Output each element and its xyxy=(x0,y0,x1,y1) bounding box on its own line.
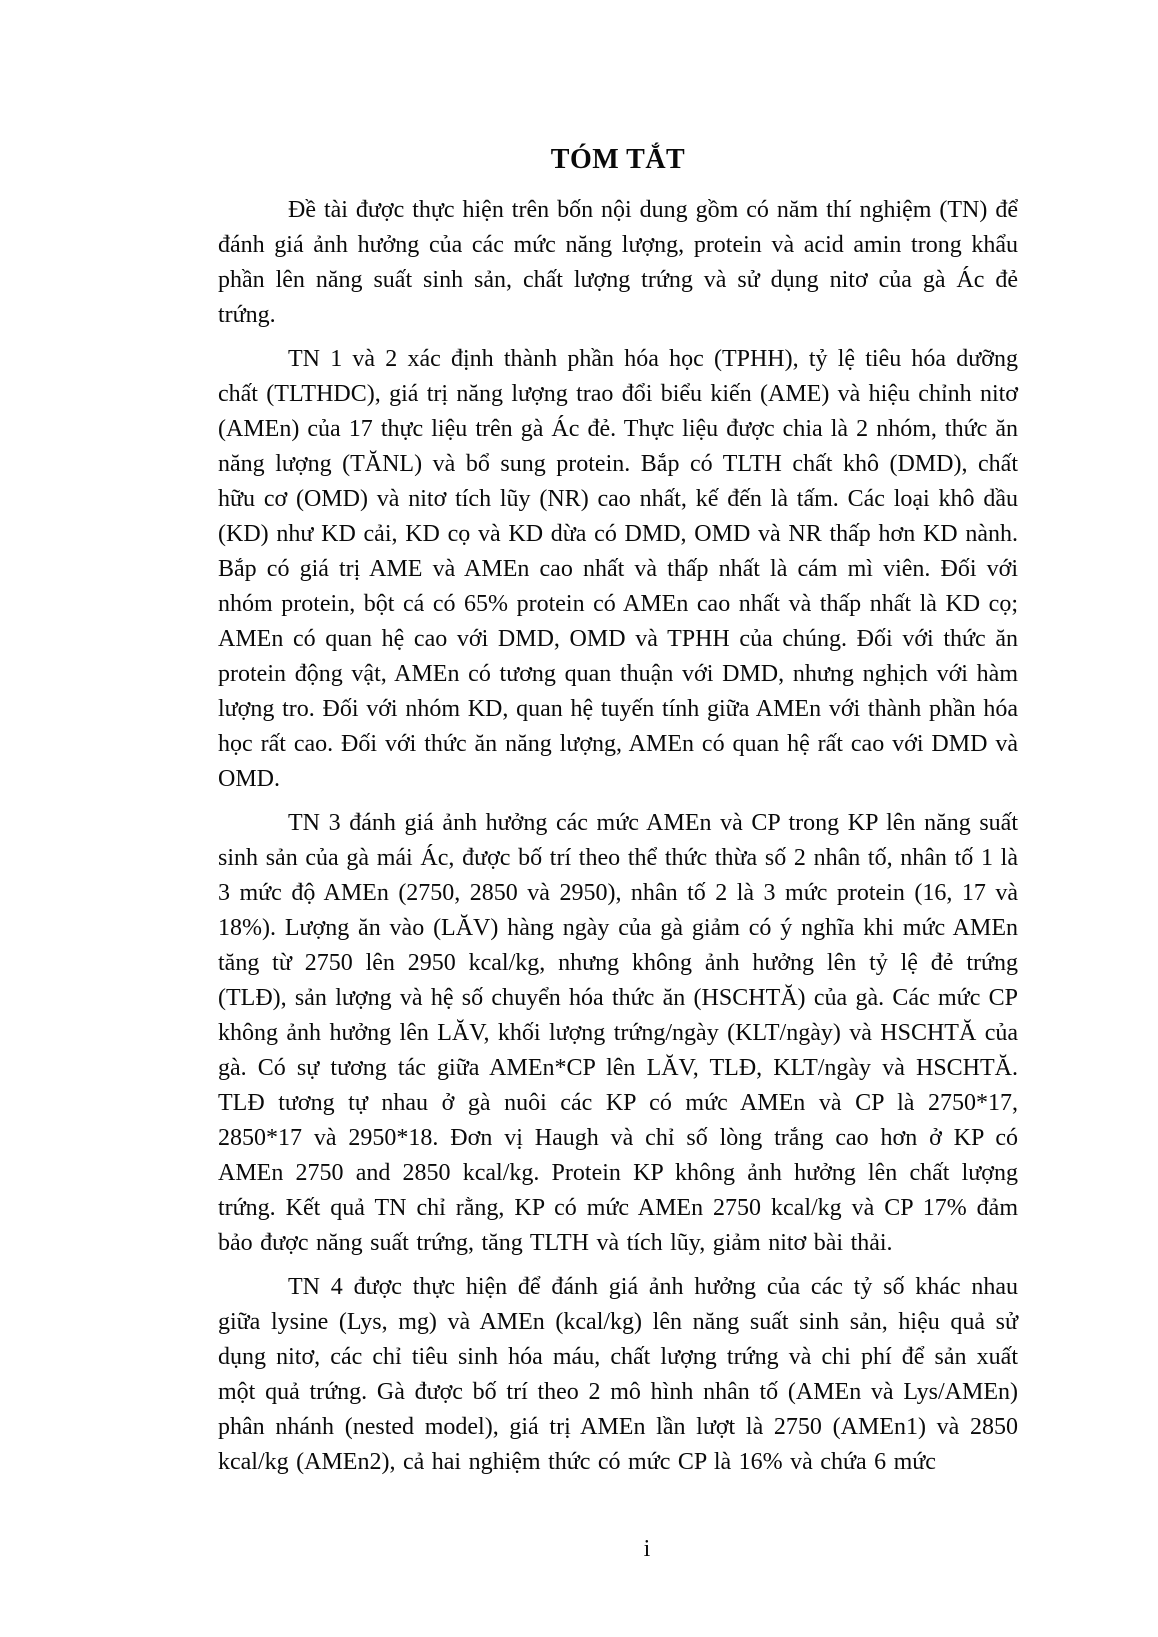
page-number: i xyxy=(643,1536,651,1562)
text-block xyxy=(218,0,1018,1489)
abstract-paragraph-4: TN 4 được thực hiện để đánh giá ảnh hưởng của các tỷ số khác nhau giữa lysine (Lys, mg) và AMEn (kcal/kg) lên năng suất sinh sản, hiệu quả sử dụng nitơ, các chỉ tiêu sinh hóa máu, chất lượng trứng và chi phí để sản xuất một quả trứng. Gà được bố trí theo 2 mô hình nhân tố (AMEn và Lys/AMEn) phân nhánh (nested model), giá trị AMEn lần lượt là 2750 (AMEn1) và 2850 kcal/kg (AMEn2), cả hai nghiệm thức có mức CP là 16% và chứa 6 mức xyxy=(218,1273,1018,1475)
abstract-paragraph-2: TN 1 và 2 xác định thành phần hóa học (TPHH), tỷ lệ tiêu hóa dưỡng chất (TLTHDC), giá trị năng lượng trao đổi biểu kiến (AME) và hiệu chỉnh nitơ (AMEn) của 17 thực liệu trên gà Ác đẻ. Thực liệu được chia là 2 nhóm, thức ăn năng lượng (TĂNL) và bổ sung protein. Bắp có TLTH chất khô (DMD), chất hữu cơ (OMD) và nitơ tích lũy (NR) cao nhất, kế đến là tấm. Các loại khô dầu (KD) như KD cải, KD cọ và KD dừa có DMD, OMD và NR thấp hơn KD nành. Bắp có giá trị AME và AMEn cao nhất và thấp nhất là cám mì viên. Đối với nhóm protein, bột cá có 65% protein có AMEn cao nhất và thấp nhất là KD cọ; AMEn có quan hệ cao với DMD, OMD và TPHH của chúng. Đối với thức ăn protein động vật, AMEn có tương quan thuận với DMD, nhưng nghịch với hàm lượng tro. Đối với nhóm KD, quan hệ tuyến tính giữa AMEn với thành phần hóa học rất cao. Đối với thức ăn năng lượng, AMEn có quan hệ rất cao với DMD và OMD. xyxy=(218,345,1018,792)
page-title: TÓM TẮT xyxy=(550,144,686,175)
abstract-paragraph-1: Đề tài được thực hiện trên bốn nội dung gồm có năm thí nghiệm (TN) để đánh giá ảnh hưởng của các mức năng lượng, protein và acid amin trong khẩu phần lên năng suất sinh sản, chất lượng trứng và sử dụng nitơ của gà Ác đẻ trứng. xyxy=(218,196,1018,328)
abstract-paragraph-3: TN 3 đánh giá ảnh hưởng các mức AMEn và CP trong KP lên năng suất sinh sản của gà mái Ác, được bố trí theo thể thức thừa số 2 nhân tố, nhân tố 1 là 3 mức độ AMEn (2750, 2850 và 2950), nhân tố 2 là 3 mức protein (16, 17 và 18%). Lượng ăn vào (LĂV) hàng ngày của gà giảm có ý nghĩa khi mức AMEn tăng từ 2750 lên 2950 kcal/kg, nhưng không ảnh hưởng lên tỷ lệ đẻ trứng (TLĐ), sản lượng và hệ số chuyển hóa thức ăn (HSCHTĂ) của gà. Các mức CP không ảnh hưởng lên LĂV, khối lượng trứng/ngày (KLT/ngày) và HSCHTĂ của gà. Có sự tương tác giữa AMEn*CP lên LĂV, TLĐ, KLT/ngày và HSCHTĂ. TLĐ tương tự nhau ở gà nuôi các KP có mức AMEn và CP là 2750*17, 2850*17 và 2950*18. Đơn vị Haugh và chỉ số lòng trắng cao hơn ở KP có AMEn 2750 and 2850 kcal/kg. Protein KP không ảnh hưởng lên chất lượng trứng. Kết quả TN chỉ rằng, KP có mức AMEn 2750 kcal/kg và CP 17% đảm bảo được năng suất trứng, tăng TLTH và tích lũy, giảm nitơ bài thải. xyxy=(218,809,1018,1256)
